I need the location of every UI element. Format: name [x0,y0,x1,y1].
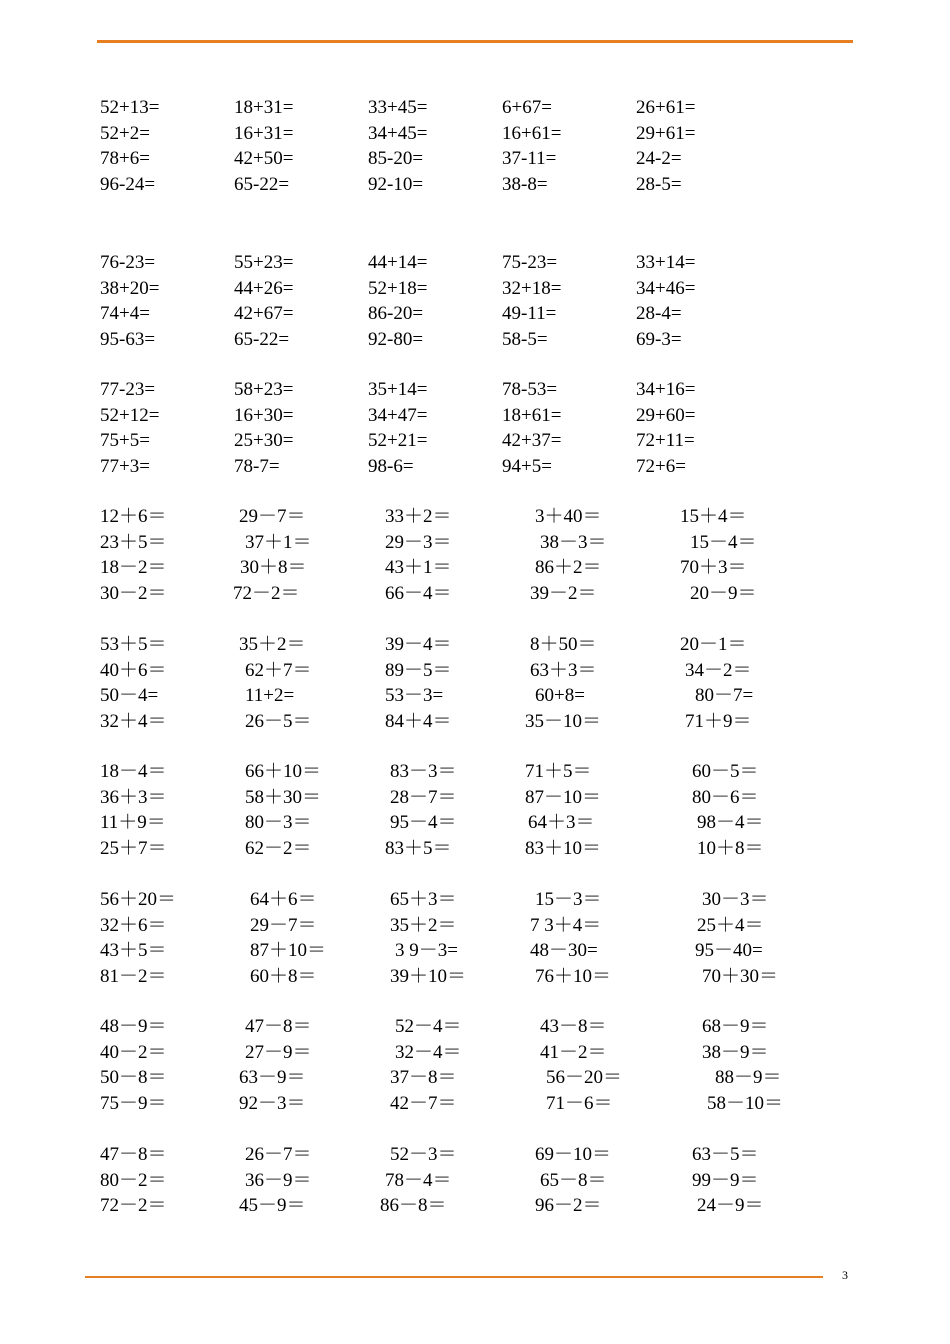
problem: 75-23= [502,252,558,273]
problem: 43＋1＝ [385,557,452,579]
problem: 85-20= [368,148,424,170]
problem: 16+31= [234,122,294,144]
problem: 78-53= [502,379,558,400]
problem: 72+11= [636,430,695,452]
problem: 30－2＝ [100,582,167,604]
problem: 29－7＝ [239,506,306,527]
problem: 28-4= [636,303,682,325]
problem: 72+6= [636,455,686,477]
problem: 47－8＝ [245,1016,312,1037]
problem: 29+61= [636,122,696,144]
problem: 95-63= [100,328,156,350]
problem: 42+67= [234,303,294,325]
problem: 87－10＝ [525,786,602,808]
problem: 66＋10＝ [245,761,322,782]
problem: 26－5＝ [245,710,312,732]
problem: 15－3＝ [535,889,602,910]
problem: 18+31= [234,97,294,118]
problem: 86＋2＝ [535,557,602,579]
problem: 38－3＝ [540,531,607,553]
footer-rule [85,1276,823,1278]
problem: 56＋20＝ [100,889,177,910]
problem: 87＋10＝ [250,940,327,962]
problem: 33+14= [636,252,696,273]
problem: 30－3＝ [702,889,769,910]
problem: 95－40= [695,940,763,962]
problem: 83＋5＝ [385,837,452,859]
problem: 18－4＝ [100,761,167,782]
problem: 92-80= [368,328,424,350]
problem: 58－10＝ [707,1092,784,1114]
problem: 6+67= [502,97,552,118]
problem: 41－2＝ [540,1041,607,1063]
problem: 10＋8＝ [697,837,764,859]
problem: 32+18= [502,277,562,299]
problem: 11＋9＝ [100,812,166,834]
problem: 52+13= [100,97,160,118]
problem: 35＋2＝ [390,914,457,936]
problem: 40－2＝ [100,1041,167,1063]
problem: 16+30= [234,404,294,426]
problem: 42－7＝ [390,1092,457,1114]
problem: 63－5＝ [692,1144,759,1165]
problem: 43－8＝ [540,1016,607,1037]
problem: 43＋5＝ [100,940,167,962]
problem: 92－3＝ [239,1092,306,1114]
problem: 34－2＝ [685,659,752,681]
problem: 60－5＝ [692,761,759,782]
problem: 72－2＝ [100,1195,167,1217]
problem: 96－2＝ [535,1195,602,1217]
problem: 70＋3＝ [680,557,747,579]
problem: 44+26= [234,277,294,299]
problem: 65－8＝ [540,1169,607,1191]
problem: 65-22= [234,328,290,350]
problem: 36－9＝ [245,1169,312,1191]
problem: 38+20= [100,277,160,299]
problem: 36＋3＝ [100,786,167,808]
problem: 29－7＝ [250,914,317,936]
problem: 84＋4＝ [385,710,452,732]
problem: 37-11= [502,148,557,170]
problem: 48－30= [530,940,598,962]
problem: 95－4＝ [390,812,457,834]
problem: 63＋3＝ [530,659,597,681]
problem: 27－9＝ [245,1041,312,1063]
problem: 37－8＝ [390,1067,457,1089]
page-number: 3 [842,1268,848,1282]
problem: 52+12= [100,404,160,426]
problem: 80－6＝ [692,786,759,808]
problem: 48－9＝ [100,1016,167,1037]
problem: 35＋2＝ [239,634,306,655]
problem: 35+14= [368,379,428,400]
problem: 69－10＝ [535,1144,612,1165]
problem: 3＋40＝ [535,506,602,527]
problem: 52+18= [368,277,428,299]
problem: 86－8＝ [380,1195,447,1217]
problem: 83－3＝ [390,761,457,782]
problem: 58＋30＝ [245,786,322,808]
problem: 42+37= [502,430,562,452]
problem: 76＋10＝ [535,965,612,987]
problem: 78-7= [234,455,280,477]
problem: 71＋9＝ [685,710,752,732]
problem: 77+3= [100,455,150,477]
problem: 70＋30＝ [702,965,779,987]
problem: 65-22= [234,173,290,195]
problem: 63－9＝ [239,1067,306,1089]
problem: 58+23= [234,379,294,400]
problem: 68－9＝ [702,1016,769,1037]
problem: 53＋5＝ [100,634,167,655]
problem: 98－4＝ [697,812,764,834]
problem: 86-20= [368,303,424,325]
problem: 25＋7＝ [100,837,167,859]
problem: 94+5= [502,455,552,477]
problem: 29－3＝ [385,531,452,553]
problem: 15＋4＝ [680,506,747,527]
problem: 78－4＝ [385,1169,452,1191]
problem: 55+23= [234,252,294,273]
problem: 33+45= [368,97,428,118]
problem: 89－5＝ [385,659,452,681]
problem: 71＋5＝ [525,761,592,782]
problem: 32＋4＝ [100,710,167,732]
problem: 15－4＝ [690,531,757,553]
problem: 24－9＝ [697,1195,764,1217]
problem: 28－7＝ [390,786,457,808]
problem: 53－3= [385,685,444,707]
problem: 34+45= [368,122,428,144]
problem: 50－4= [100,685,159,707]
problem: 66－4＝ [385,582,452,604]
problem: 62＋7＝ [245,659,312,681]
problem: 12＋6＝ [100,506,167,527]
problem: 38－9＝ [702,1041,769,1063]
problem: 16+61= [502,122,562,144]
problem: 28-5= [636,173,682,195]
problem: 20－1＝ [680,634,747,655]
problem: 30＋8＝ [240,557,307,579]
problem: 80－2＝ [100,1169,167,1191]
problem: 26－7＝ [245,1144,312,1165]
problem: 65＋3＝ [390,889,457,910]
problem: 98-6= [368,455,414,477]
problem: 34+46= [636,277,696,299]
problem: 34+16= [636,379,696,400]
problem: 52－3＝ [390,1144,457,1165]
problem: 75－9＝ [100,1092,167,1114]
problem: 76-23= [100,252,156,273]
problem: 18+61= [502,404,562,426]
problem: 60+8= [535,685,585,707]
problem: 20－9＝ [690,582,757,604]
problem: 3 9－3= [395,940,458,962]
problem: 7 3＋4＝ [530,914,602,936]
problem: 80－7= [695,685,754,707]
problem: 32＋6＝ [100,914,167,936]
problem: 25+30= [234,430,294,452]
problem: 99－9＝ [692,1169,759,1191]
problem: 92-10= [368,173,424,195]
problem: 26+61= [636,97,696,118]
problem: 39－2＝ [530,582,597,604]
problem: 71－6＝ [546,1092,613,1114]
problem: 60＋8＝ [250,965,317,987]
problem: 45－9＝ [239,1195,306,1217]
problem: 96-24= [100,173,156,195]
problem: 34+47= [368,404,428,426]
problem: 24-2= [636,148,682,170]
problem: 33＋2＝ [385,506,452,527]
problem: 47－8＝ [100,1144,167,1165]
problem: 32－4＝ [395,1041,462,1063]
problem: 23＋5＝ [100,531,167,553]
problem: 81－2＝ [100,965,167,987]
problem: 38-8= [502,173,548,195]
problem: 44+14= [368,252,428,273]
problem: 18－2＝ [100,557,167,579]
problem: 52+21= [368,430,428,452]
problem: 62－2＝ [245,837,312,859]
problem: 50－8＝ [100,1067,167,1089]
problem: 75+5= [100,430,150,452]
problem: 40＋6＝ [100,659,167,681]
problem: 35－10＝ [525,710,602,732]
problem: 74+4= [100,303,150,325]
problem: 52+2= [100,122,150,144]
problem: 11+2= [245,685,295,707]
problem: 56－20＝ [546,1067,623,1089]
problem: 83＋10＝ [525,837,602,859]
problem: 58-5= [502,328,548,350]
problem: 77-23= [100,379,156,400]
problem: 64＋6＝ [250,889,317,910]
problem: 80－3＝ [245,812,312,834]
problem: 8＋50＝ [530,634,597,655]
problem: 88－9＝ [715,1067,782,1089]
problem: 29+60= [636,404,696,426]
problem: 42+50= [234,148,294,170]
problem: 39＋10＝ [390,965,467,987]
problem: 69-3= [636,328,682,350]
problem: 37＋1＝ [245,531,312,553]
problem: 52－4＝ [395,1016,462,1037]
problem: 25＋4＝ [697,914,764,936]
problem: 49-11= [502,303,557,325]
problem: 78+6= [100,148,150,170]
problem: 64＋3＝ [528,812,595,834]
problem: 72－2＝ [233,582,300,604]
problem: 39－4＝ [385,634,452,655]
